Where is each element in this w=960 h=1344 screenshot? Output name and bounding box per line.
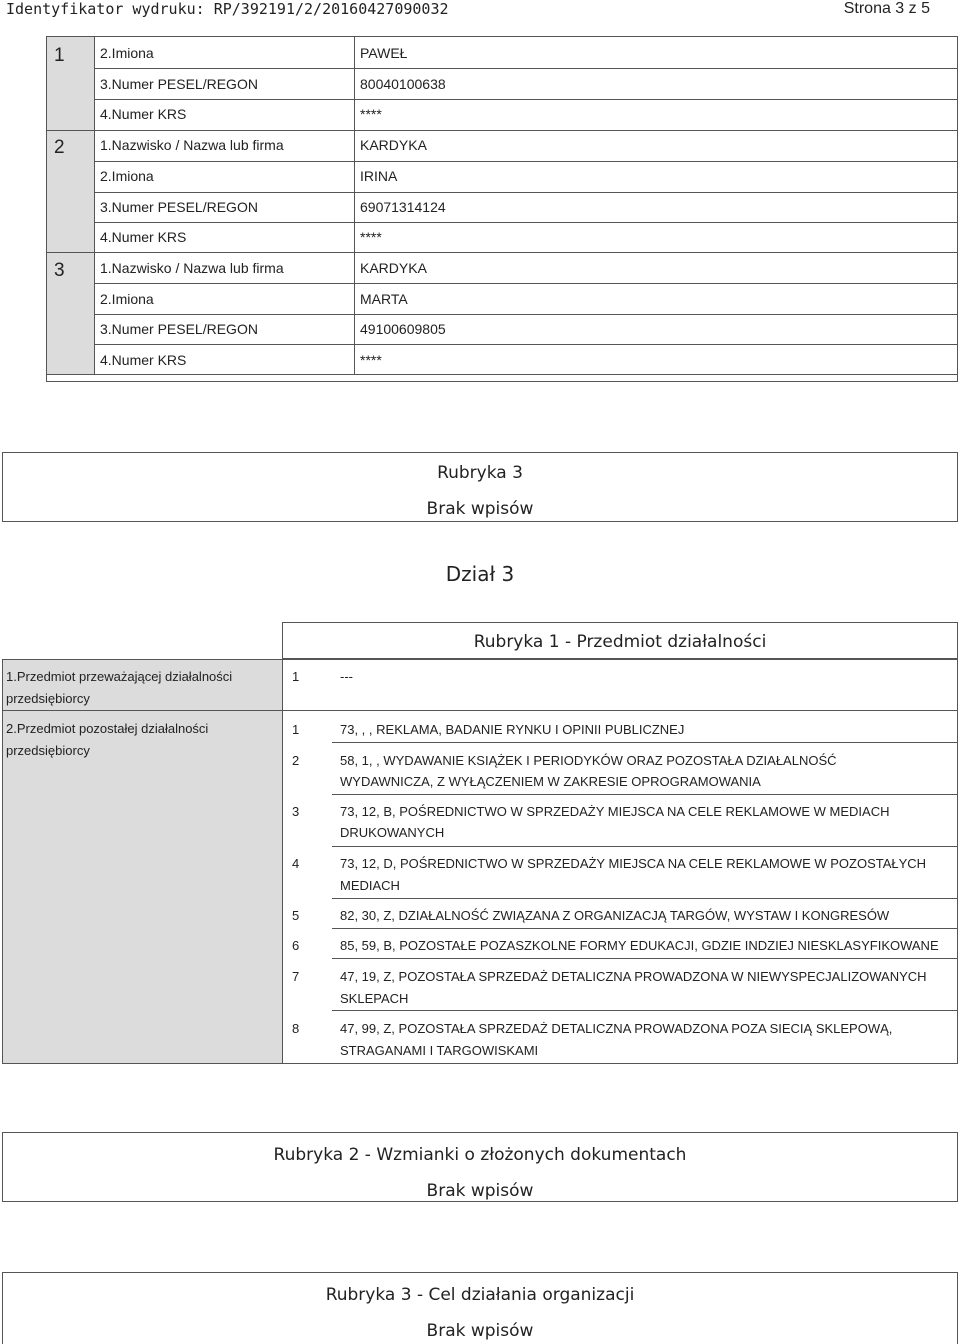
field-label: 1.Nazwisko / Nazwa lub firma bbox=[100, 260, 284, 276]
item-value: 47, 99, Z, POZOSTAŁA SPRZEDAŻ DETALICZNA PROWADZONA POZA SIECIĄ SKLEPOWĄ, bbox=[340, 1021, 893, 1036]
rubryka3-cel-box bbox=[2, 1272, 958, 1344]
field-value: IRINA bbox=[360, 168, 398, 184]
item-value: 73, , , REKLAMA, BADANIE RYNKU I OPINII PUBLICZNEJ bbox=[340, 722, 685, 737]
field-value: **** bbox=[360, 352, 382, 368]
przedmiot-dzialalnosci-table bbox=[2, 622, 958, 1064]
print-identifier: Identyfikator wydruku: RP/392191/2/20160427090032 bbox=[6, 0, 449, 18]
item-number: 2 bbox=[292, 753, 300, 768]
item-number: 8 bbox=[292, 1021, 300, 1036]
rubryka1-title: Rubryka 1 - Przedmiot działalności bbox=[473, 632, 767, 652]
field-label: 1.Przedmiot przeważającej działalności bbox=[6, 669, 233, 684]
field-value: PAWEŁ bbox=[360, 45, 408, 61]
field-label: 2.Przedmiot pozostałej działalności bbox=[6, 721, 209, 736]
field-label: przedsiębiorcy bbox=[6, 743, 90, 758]
item-value: MEDIACH bbox=[340, 878, 400, 893]
item-value: 73, 12, B, POŚREDNICTWO W SPRZEDAŻY MIEJSCA NA CELE REKLAMOWE W MEDIACH bbox=[340, 804, 890, 819]
field-label: 4.Numer KRS bbox=[100, 352, 187, 368]
item-number: 5 bbox=[292, 908, 300, 923]
item-number: 1 bbox=[292, 722, 300, 737]
item-value: 47, 19, Z, POZOSTAŁA SPRZEDAŻ DETALICZNA PROWADZONA W NIEWYSPECJALIZOWANYCH bbox=[340, 969, 927, 984]
item-value: WYDAWNICZA, Z WYŁĄCZENIEM W ZAKRESIE OPROGRAMOWANIA bbox=[340, 774, 761, 789]
field-value: KARDYKA bbox=[360, 137, 427, 153]
item-value: DRUKOWANYCH bbox=[340, 825, 445, 840]
dzial-title: Dział 3 bbox=[445, 562, 515, 586]
person-number: 1 bbox=[54, 45, 65, 66]
item-value: 73, 12, D, POŚREDNICTWO W SPRZEDAŻY MIEJSCA NA CELE REKLAMOWE W POZOSTAŁYCH bbox=[340, 856, 927, 871]
field-value: 49100609805 bbox=[360, 321, 446, 337]
section-status: Brak wpisów bbox=[426, 1321, 534, 1341]
field-label: 3.Numer PESEL/REGON bbox=[100, 199, 258, 215]
item-value: SKLEPACH bbox=[340, 991, 409, 1006]
item-value: 58, 1, , WYDAWANIE KSIĄŻEK I PERIODYKÓW ORAZ POZOSTAŁA DZIAŁALNOŚĆ bbox=[340, 753, 837, 768]
field-label: 3.Numer PESEL/REGON bbox=[100, 76, 258, 92]
page-number: Strona 3 z 5 bbox=[843, 0, 930, 17]
field-label: 1.Nazwisko / Nazwa lub firma bbox=[100, 137, 284, 153]
item-number: 3 bbox=[292, 804, 300, 819]
section-title: Rubryka 3 - Cel działania organizacji bbox=[325, 1285, 635, 1305]
section-title: Rubryka 2 - Wzmianki o złożonych dokumentach bbox=[273, 1145, 687, 1165]
rubryka3-box bbox=[2, 452, 958, 522]
item-number: 1 bbox=[292, 669, 300, 684]
field-label: 2.Imiona bbox=[100, 291, 154, 307]
field-value: **** bbox=[360, 106, 382, 122]
item-value: 85, 59, B, POZOSTAŁE POZASZKOLNE FORMY EDUKACJI, GDZIE INDZIEJ NIESKLASYFIKOWANE bbox=[340, 938, 939, 953]
item-number: 7 bbox=[292, 969, 300, 984]
field-label: 4.Numer KRS bbox=[100, 106, 187, 122]
field-label: 2.Imiona bbox=[100, 45, 154, 61]
field-label: 2.Imiona bbox=[100, 168, 154, 184]
person-number: 2 bbox=[54, 137, 65, 158]
field-value: **** bbox=[360, 229, 382, 245]
field-value: 80040100638 bbox=[360, 76, 446, 92]
person-number: 3 bbox=[54, 260, 65, 281]
item-number: 4 bbox=[292, 856, 300, 871]
field-label: 4.Numer KRS bbox=[100, 229, 187, 245]
section-status: Brak wpisów bbox=[426, 1181, 534, 1201]
item-value: --- bbox=[340, 669, 353, 684]
section-status: Brak wpisów bbox=[426, 499, 534, 519]
item-number: 6 bbox=[292, 938, 300, 953]
field-label: przedsiębiorcy bbox=[6, 691, 90, 706]
rubryka2-box bbox=[2, 1132, 958, 1202]
item-value: 82, 30, Z, DZIAŁALNOŚĆ ZWIĄZANA Z ORGANIZACJĄ TARGÓW, WYSTAW I KONGRESÓW bbox=[340, 908, 890, 923]
field-value: 69071314124 bbox=[360, 199, 446, 215]
section-title: Rubryka 3 bbox=[437, 463, 523, 483]
persons-table bbox=[46, 36, 958, 382]
field-label: 3.Numer PESEL/REGON bbox=[100, 321, 258, 337]
item-value: STRAGANAMI I TARGOWISKAMI bbox=[340, 1043, 539, 1058]
field-value: MARTA bbox=[360, 291, 408, 307]
field-value: KARDYKA bbox=[360, 260, 427, 276]
